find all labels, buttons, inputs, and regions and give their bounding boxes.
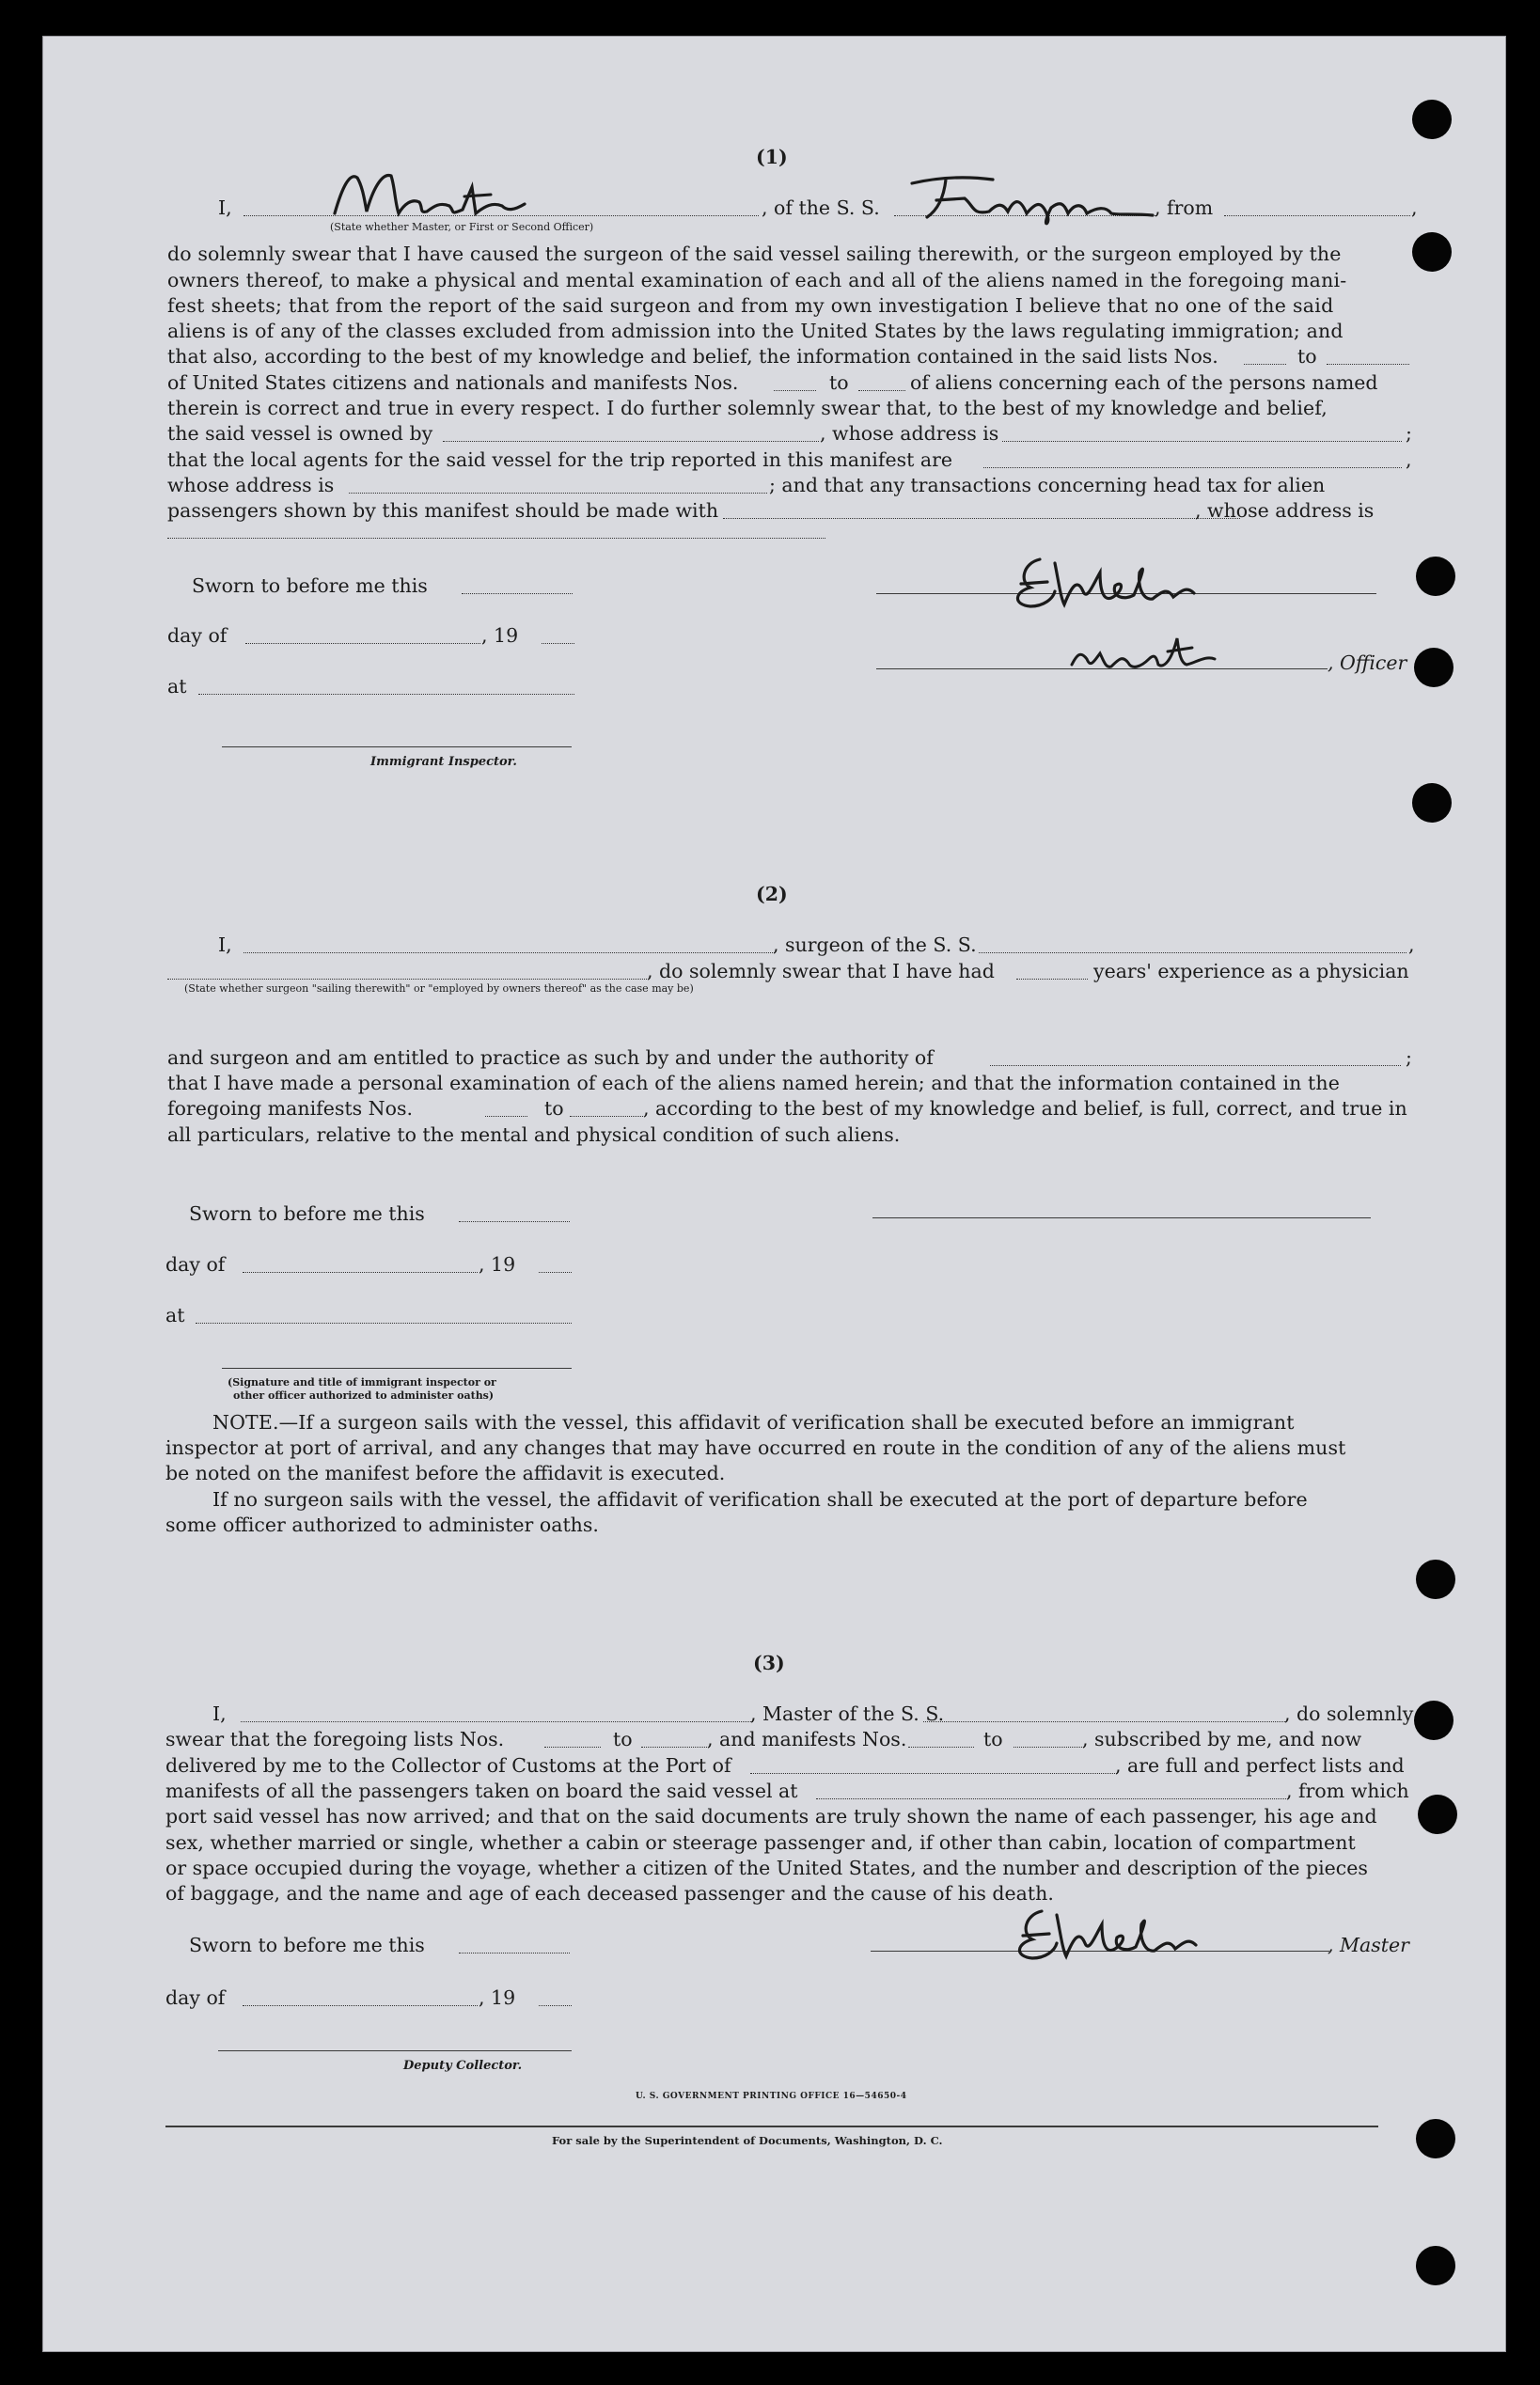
section2-text-line: and surgeon and am entitled to practice as such by and under the authority of [167, 1046, 934, 1069]
signature-caption: other officer authorized to administer oaths) [233, 1389, 495, 1402]
sworn-label: Sworn to before me this [189, 1934, 425, 1956]
authority-field[interactable] [990, 1065, 1401, 1066]
head-tax-party-field[interactable] [723, 518, 1240, 519]
at-label: at [165, 1304, 185, 1326]
semicolon: ; [1406, 1046, 1412, 1069]
day-of-field[interactable] [243, 1272, 478, 1273]
port-field[interactable] [750, 1773, 1117, 1774]
note-line: be noted on the manifest before the affidavit is executed. [165, 1462, 726, 1484]
section1-text-line: therein is correct and true in every respect. I do further solemnly swear that, to the best of my knowledge and belief, [167, 397, 1328, 419]
manifests-to-field[interactable] [1014, 1747, 1084, 1748]
punch-hole [1416, 2246, 1455, 2285]
collector-signature-line[interactable] [218, 2050, 572, 2051]
year-field[interactable] [542, 643, 574, 644]
section1-text-line: that also, according to the best of my knowledge and belief, the information contained in the said lists Nos. [167, 345, 1218, 368]
from-which-text: , from which [1286, 1780, 1409, 1802]
i-label: I, [212, 1702, 227, 1725]
section1-text-line: the said vessel is owned by [167, 422, 433, 445]
according-text: , according to the best of my knowledge and belief, is full, correct, and true in [643, 1097, 1407, 1120]
sworn-day-field[interactable] [459, 1953, 570, 1954]
to-label: to [613, 1728, 633, 1750]
year-field[interactable] [539, 2005, 572, 2006]
manifests-to-field[interactable] [858, 390, 905, 391]
at-field[interactable] [196, 1323, 572, 1324]
sworn-day-field[interactable] [459, 1221, 570, 1222]
of-the-ss-label: , of the S. S. [762, 196, 880, 219]
for-sale-imprint: For sale by the Superintendent of Documents, Washington, D. C. [552, 2134, 943, 2147]
section3-number: (3) [753, 1652, 785, 1674]
years-text: years' experience as a physician [1093, 960, 1409, 982]
punch-hole [1414, 648, 1454, 687]
punch-hole [1412, 783, 1452, 823]
year-label: , 19 [479, 1253, 516, 1276]
solemnly-swear-text: , do solemnly swear that I have had [647, 960, 995, 982]
comma: , [1406, 448, 1412, 471]
comma: , [1408, 934, 1415, 956]
handwritten-signature [1002, 544, 1237, 614]
punch-hole [1412, 100, 1452, 139]
collector-caption: Deputy Collector. [403, 2059, 523, 2073]
master-label: , Master [1328, 1934, 1409, 1956]
embark-port-field[interactable] [816, 1798, 1286, 1799]
manifests-from-field[interactable] [908, 1747, 974, 1748]
section1-text-line: aliens is of any of the classes excluded from admission into the United States by the laws regulating immigration; and [167, 320, 1344, 342]
semicolon: ; [1406, 422, 1412, 445]
to-label: to [829, 371, 849, 394]
rank-caption: (State whether Master, or First or Second Officer) [330, 221, 594, 233]
surgeon-manifests-from-field[interactable] [485, 1116, 527, 1117]
section2-text-line: that I have made a personal examination of each of the aliens named herein; and that the information contained in the [167, 1072, 1340, 1094]
section1-text-line: of United States citizens and nationals and manifests Nos. [167, 371, 739, 394]
punch-hole [1416, 1560, 1455, 1599]
comma: , [1411, 196, 1418, 219]
day-of-label: day of [165, 1253, 226, 1276]
footer-rule [165, 2126, 1378, 2127]
years-field[interactable] [1016, 979, 1088, 980]
punch-hole [1416, 2119, 1455, 2158]
day-of-field[interactable] [243, 2005, 478, 2006]
master-of-label: , Master of the S. S. [750, 1702, 945, 1725]
subscribed-text: , subscribed by me, and now [1082, 1728, 1362, 1750]
year-label: , 19 [481, 624, 519, 647]
head-tax-text: ; and that any transactions concerning head tax for alien [769, 474, 1326, 496]
surgeon-status-caption: (State whether surgeon "sailing therewith" or "employed by owners thereof" as the case may be) [184, 982, 694, 995]
surgeon-name-field[interactable] [244, 952, 775, 953]
section3-text-line: delivered by me to the Collector of Customs at the Port of [165, 1754, 731, 1777]
note-line: some officer authorized to administer oaths. [165, 1514, 599, 1536]
do-solemnly-label: , do solemnly [1284, 1702, 1414, 1725]
surgeon-manifests-to-field[interactable] [570, 1116, 643, 1117]
at-label: at [167, 675, 187, 698]
punch-hole [1414, 1701, 1454, 1740]
punch-hole [1412, 232, 1452, 272]
i-label: I, [218, 934, 232, 956]
surgeon-vessel-field[interactable] [979, 952, 1406, 953]
section1-number: (1) [756, 146, 788, 168]
signature-caption: (Signature and title of immigrant inspector or [228, 1376, 496, 1389]
lists-from-field[interactable] [1244, 364, 1286, 365]
note-line: NOTE.—If a surgeon sails with the vessel, this affidavit of verification shall be executed before an immigrant [212, 1411, 1295, 1434]
inspector-signature-line[interactable] [222, 1368, 572, 1369]
whose-address-label: , whose address is [820, 422, 999, 445]
to-label: to [544, 1097, 564, 1120]
head-tax-address-field[interactable] [167, 538, 825, 539]
from-label: , from [1155, 196, 1214, 219]
at-field[interactable] [198, 694, 574, 695]
i-label: I, [218, 196, 232, 219]
section1-text-line: that the local agents for the said vessel for the trip reported in this manifest are [167, 448, 953, 471]
note-line: inspector at port of arrival, and any changes that may have occurred en route in the condition of any of the aliens must [165, 1436, 1346, 1459]
manifests-from-field[interactable] [774, 390, 816, 391]
section3-text-line: sex, whether married or single, whether a cabin or steerage passenger and, if other than cabin, location of compartment [165, 1831, 1356, 1854]
day-of-field[interactable] [245, 643, 480, 644]
master-vessel-field[interactable] [923, 1721, 1285, 1722]
sworn-label: Sworn to before me this [192, 574, 428, 597]
owner-field[interactable] [443, 441, 819, 442]
section2-text-line: foregoing manifests Nos. [167, 1097, 413, 1120]
sworn-day-field[interactable] [462, 593, 573, 594]
section3-text-line: swear that the foregoing lists Nos. [165, 1728, 505, 1750]
from-field[interactable] [1224, 215, 1410, 216]
printing-office-imprint: U. S. GOVERNMENT PRINTING OFFICE 16—54650-4 [636, 2092, 907, 2101]
handwritten-vessel [899, 159, 1171, 228]
sworn-label: Sworn to before me this [189, 1202, 425, 1225]
section1-text-line: do solemnly swear that I have caused the surgeon of the said vessel sailing therewith, or the surgeon employed by the [167, 243, 1342, 265]
officer-label: , Officer [1328, 651, 1407, 674]
section2-text-line: all particulars, relative to the mental and physical condition of such aliens. [167, 1123, 901, 1146]
section1-text-line: fest sheets; that from the report of the said surgeon and from my own investigation I believe that no one of the said [167, 294, 1334, 317]
note-line: If no surgeon sails with the vessel, the affidavit of verification shall be executed at the port of departure before [212, 1488, 1308, 1511]
day-of-label: day of [167, 624, 228, 647]
and-manifests-label: , and manifests Nos. [707, 1728, 907, 1750]
form-sheet [42, 36, 1506, 2352]
surgeon-signature-line[interactable] [872, 1217, 1371, 1218]
aliens-text: of aliens concerning each of the persons named [910, 371, 1378, 394]
section2-number: (2) [756, 883, 788, 905]
agents-address-field[interactable] [349, 493, 767, 494]
handwritten-signature [1004, 1896, 1230, 1966]
section3-text-line: port said vessel has now arrived; and that on the said documents are truly shown the name of each passenger, his age and [165, 1805, 1377, 1828]
section3-text-line: of baggage, and the name and age of each deceased passenger and the cause of his death. [165, 1882, 1054, 1905]
master-name-field[interactable] [241, 1721, 753, 1722]
handwritten-rank [325, 159, 551, 223]
day-of-label: day of [165, 1986, 226, 2009]
surgeon-of-label: , surgeon of the S. S. [773, 934, 977, 956]
section3-text-line: or space occupied during the voyage, whether a citizen of the United States, and the number and description of the pieces [165, 1857, 1368, 1879]
lists-from-field[interactable] [544, 1747, 601, 1748]
punch-hole [1418, 1795, 1457, 1834]
to-label: to [983, 1728, 1003, 1750]
agents-field[interactable] [983, 467, 1402, 468]
whose-address-label: , whose address is [1195, 499, 1375, 522]
full-perfect-text: , are full and perfect lists and [1115, 1754, 1405, 1777]
section1-text-line: owners thereof, to make a physical and mental examination of each and all of the aliens named in the foregoing mani- [167, 269, 1347, 291]
section1-text-line: whose address is [167, 474, 335, 496]
punch-hole [1416, 557, 1455, 596]
lists-to-field[interactable] [641, 1747, 707, 1748]
year-field[interactable] [539, 1272, 572, 1273]
to-label: to [1297, 345, 1317, 368]
owner-address-field[interactable] [1002, 441, 1402, 442]
inspector-caption: Immigrant Inspector. [370, 755, 517, 769]
handwritten-title [1066, 620, 1226, 680]
year-label: , 19 [479, 1986, 516, 2009]
section3-text-line: manifests of all the passengers taken on board the said vessel at [165, 1780, 798, 1802]
section1-text-line: passengers shown by this manifest should be made with [167, 499, 719, 522]
inspector-signature-line[interactable] [222, 746, 572, 747]
surgeon-status-field[interactable] [167, 979, 647, 980]
lists-to-field[interactable] [1327, 364, 1409, 365]
